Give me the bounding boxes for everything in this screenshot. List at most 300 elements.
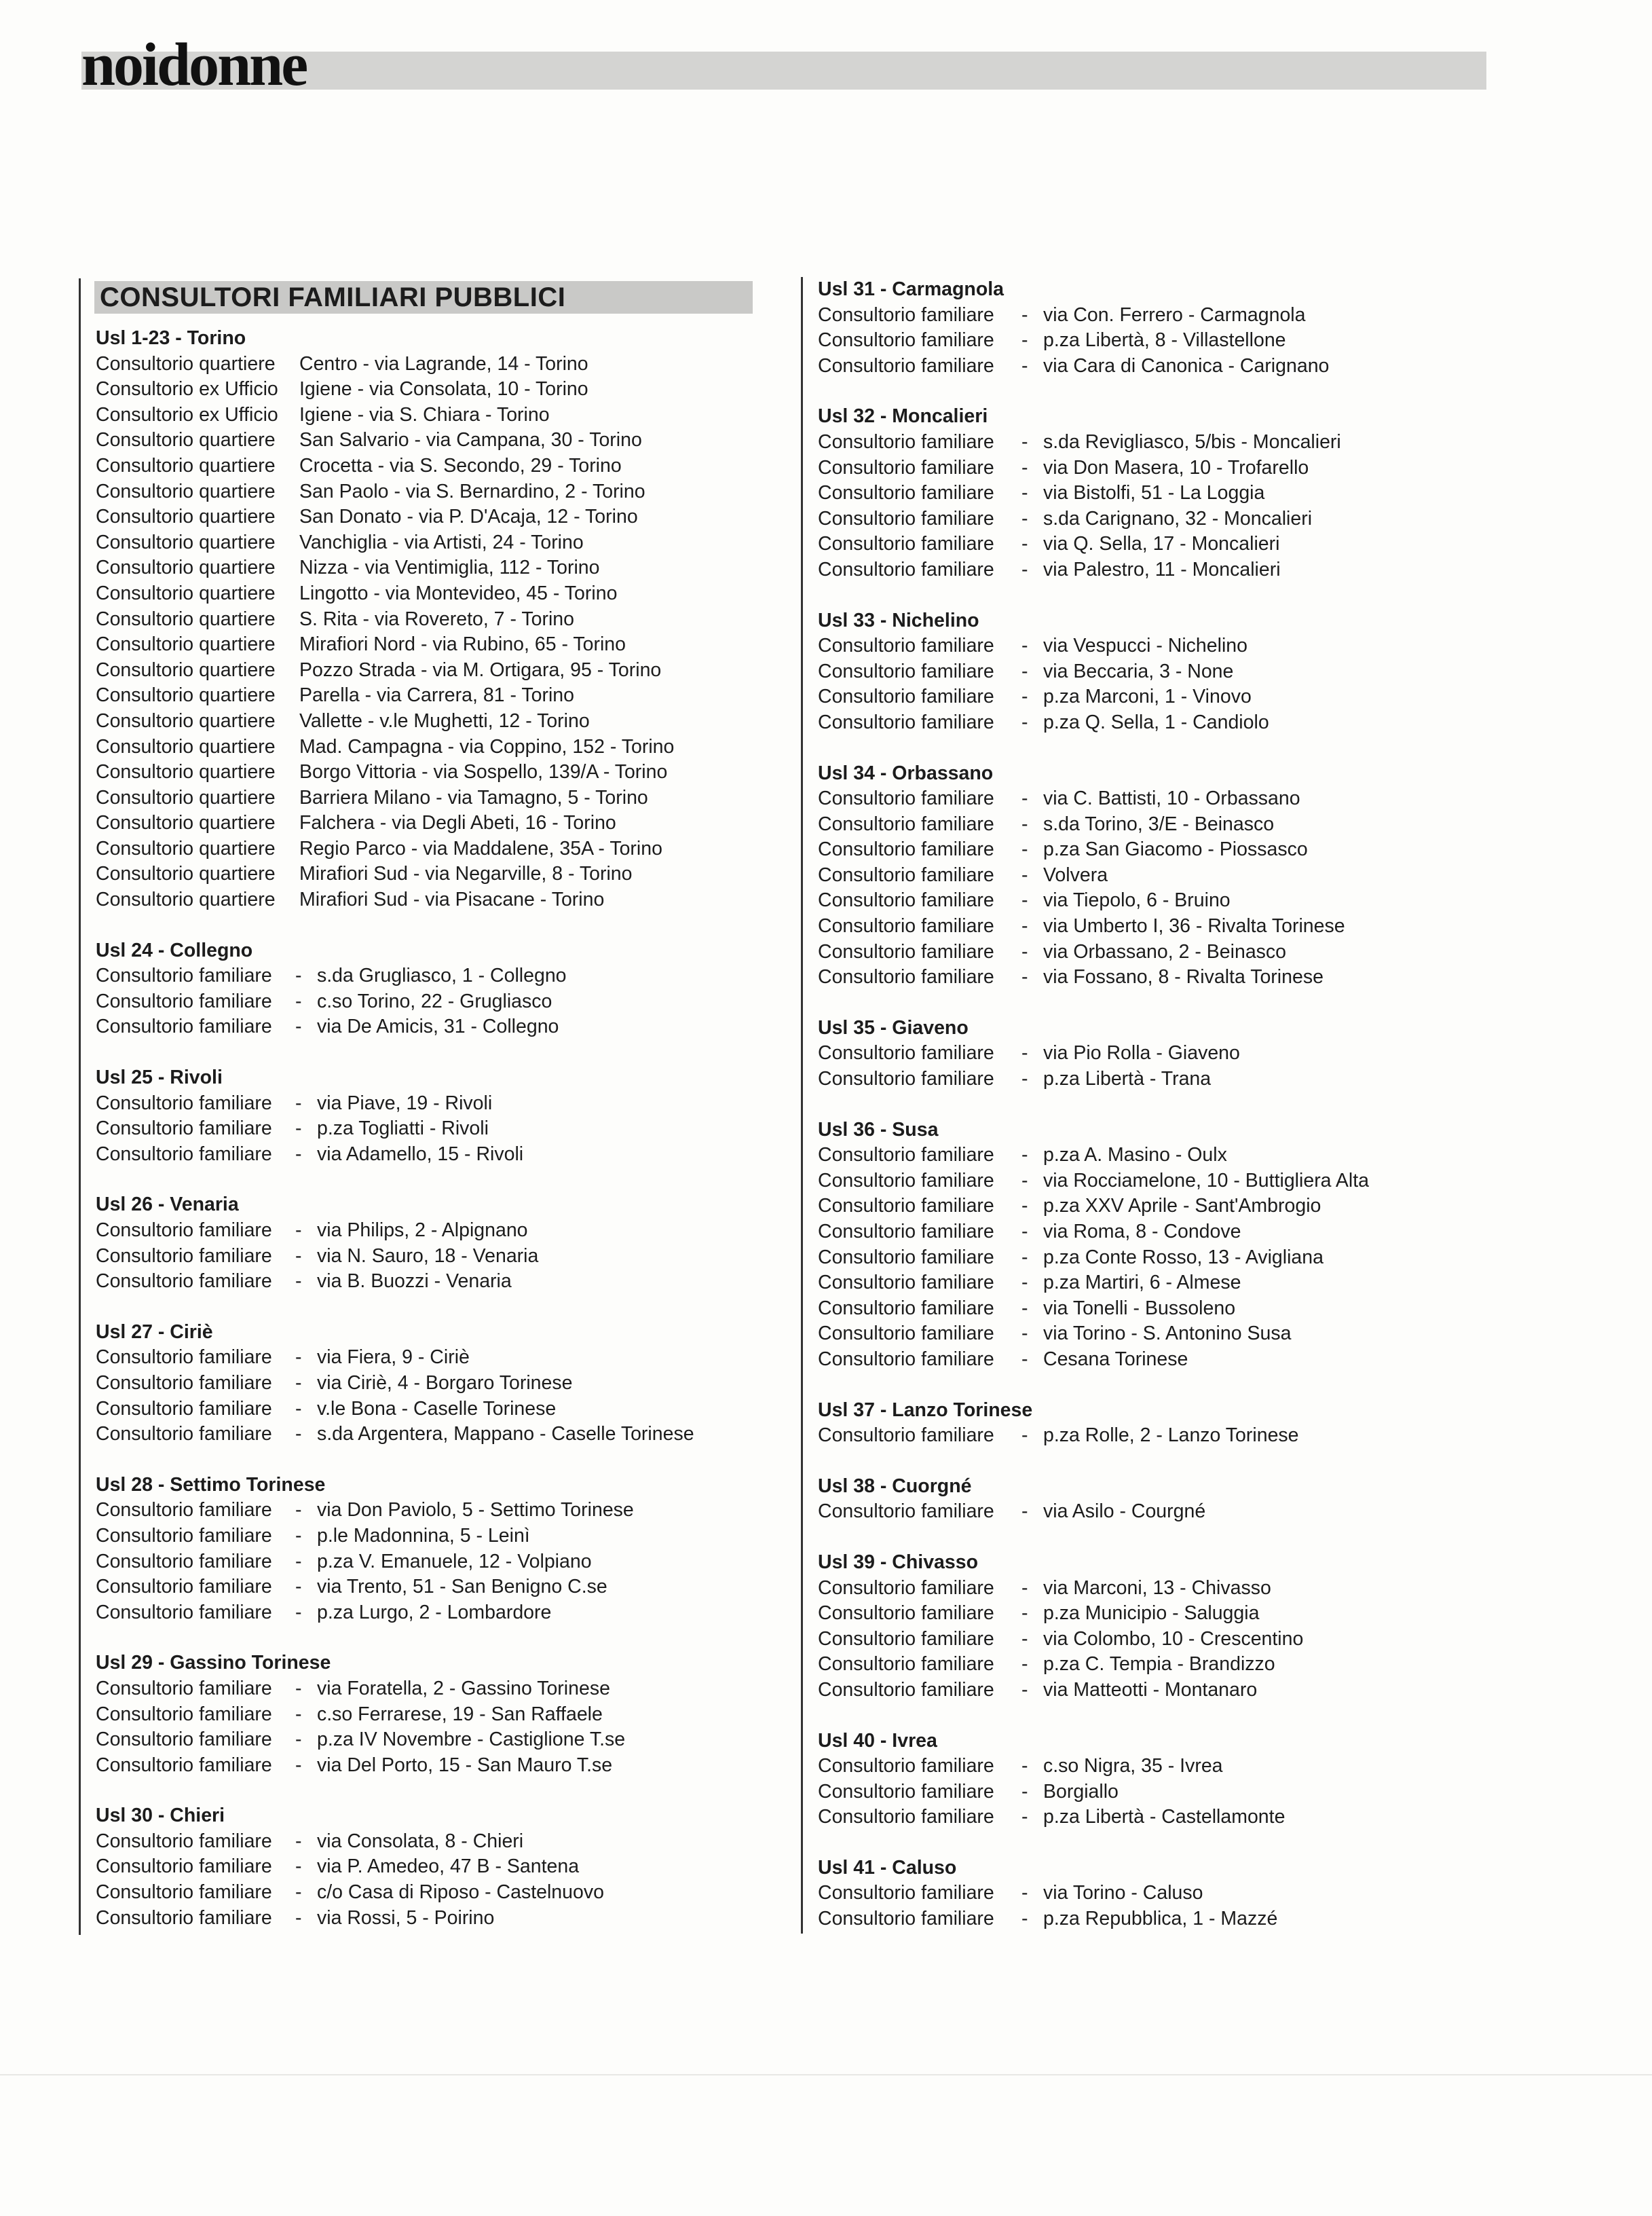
consultorio-type: Consultorio familiare <box>96 1118 272 1140</box>
consultorio-address: via Matteotti - Montanaro <box>1043 1678 1258 1701</box>
consultorio-type: Consultorio familiare <box>96 1729 272 1751</box>
consultorio-row <box>96 709 781 735</box>
usl-group-title: Usl 34 - Orbassano <box>818 762 994 784</box>
separator-dash: - <box>1021 838 1028 861</box>
consultorio-row <box>96 1014 781 1040</box>
consultorio-row <box>96 811 781 836</box>
usl-group <box>96 1473 781 1626</box>
usl-group-title: Usl 33 - Nichelino <box>818 609 979 631</box>
consultorio-address: via Vespucci - Nichelino <box>1043 635 1247 657</box>
usl-group-title: Usl 40 - Ivrea <box>818 1729 937 1752</box>
separator-dash: - <box>295 1906 302 1929</box>
consultorio-address: p.za Libertà, 8 - Villastellone <box>1043 329 1286 352</box>
consultorio-row <box>96 454 781 479</box>
consultorio-address: p.za Martiri, 6 - Almese <box>1043 1272 1241 1294</box>
consultorio-type: Consultorio familiare <box>96 1092 272 1114</box>
separator-dash: - <box>295 1524 302 1547</box>
consultorio-type: Consultorio quartiere <box>96 582 276 604</box>
consultorio-address: s.da Torino, 3/E - Beinasco <box>1043 813 1275 835</box>
consultorio-address: via Tonelli - Bussoleno <box>1043 1297 1236 1319</box>
separator-dash: - <box>295 1270 302 1293</box>
consultorio-address: Centro - via Lagrande, 14 - Torino <box>299 352 588 375</box>
separator-dash: - <box>1021 940 1028 963</box>
consultorio-row <box>96 555 781 581</box>
separator-dash: - <box>295 965 302 987</box>
consultorio-address: via Trento, 51 - San Benigno C.se <box>317 1576 607 1598</box>
consultorio-address: via Fiera, 9 - Ciriè <box>317 1346 470 1369</box>
consultorio-type: Consultorio familiare <box>818 1500 994 1523</box>
consultorio-type: Consultorio quartiere <box>96 352 276 375</box>
consultorio-address: via Rossi, 5 - Poirino <box>317 1906 495 1929</box>
consultorio-row <box>96 1524 781 1549</box>
consultorio-row <box>818 633 1510 659</box>
consultorio-address: s.da Argentera, Mappano - Caselle Torinese <box>317 1423 694 1445</box>
consultorio-row <box>96 1218 781 1244</box>
consultorio-address: Lingotto - via Montevideo, 45 - Torino <box>299 582 618 604</box>
consultorio-address: s.da Revigliasco, 5/bis - Moncalieri <box>1043 430 1341 453</box>
consultorio-row <box>96 1574 781 1600</box>
consultorio-address: via De Amicis, 31 - Collegno <box>317 1016 559 1038</box>
consultorio-address: S. Rita - via Rovereto, 7 - Torino <box>299 608 574 630</box>
separator-dash: - <box>1021 1169 1028 1192</box>
separator-dash: - <box>1021 1424 1028 1447</box>
consultorio-address: via Asilo - Courgné <box>1043 1500 1206 1523</box>
consultorio-type: Consultorio familiare <box>818 1297 994 1319</box>
consultorio-address: San Salvario - via Campana, 30 - Torino <box>299 429 642 451</box>
consultorio-address: Cesana Torinese <box>1043 1348 1188 1370</box>
usl-group <box>96 1320 781 1447</box>
usl-group-title: Usl 29 - Gassino Torinese <box>96 1652 331 1674</box>
consultorio-address: via B. Buozzi - Venaria <box>317 1270 512 1293</box>
consultorio-row <box>818 1805 1510 1830</box>
separator-dash: - <box>295 1423 302 1445</box>
consultorio-address: p.za Libertà - Trana <box>1043 1068 1212 1090</box>
separator-dash: - <box>1021 788 1028 810</box>
consultorio-row <box>818 1652 1510 1678</box>
separator-dash: - <box>295 1371 302 1394</box>
consultorio-type: Consultorio quartiere <box>96 480 276 502</box>
consultorio-type: Consultorio familiare <box>818 1806 994 1828</box>
consultorio-address: p.za IV Novembre - Castiglione T.se <box>317 1729 626 1751</box>
consultorio-row <box>818 684 1510 710</box>
consultorio-row <box>818 1194 1510 1219</box>
separator-dash: - <box>1021 1042 1028 1065</box>
consultorio-row <box>818 328 1510 354</box>
separator-dash: - <box>1021 864 1028 886</box>
consultorio-type: Consultorio familiare <box>818 533 994 555</box>
consultorio-address: Igiene - via S. Chiara - Torino <box>299 403 550 426</box>
separator-dash: - <box>1021 635 1028 657</box>
consultorio-type: Consultorio familiare <box>818 1678 994 1701</box>
separator-dash: - <box>295 1830 302 1852</box>
separator-dash: - <box>1021 889 1028 912</box>
separator-dash: - <box>1021 1195 1028 1217</box>
page-bottom-rule <box>0 2074 1652 2075</box>
consultorio-type: Consultorio familiare <box>818 788 994 810</box>
consultorio-type: Consultorio familiare <box>818 966 994 989</box>
consultorio-type: Consultorio familiare <box>818 303 994 326</box>
consultorio-address: San Paolo - via S. Bernardino, 2 - Torino <box>299 480 645 502</box>
consultorio-address: via Con. Ferrero - Carmagnola <box>1043 303 1306 326</box>
consultorio-type: Consultorio familiare <box>96 1524 272 1547</box>
consultorio-type: Consultorio familiare <box>818 711 994 733</box>
consultorio-type: Consultorio familiare <box>818 1272 994 1294</box>
consultorio-address: Volvera <box>1043 864 1108 886</box>
consultorio-type: Consultorio familiare <box>818 1042 994 1065</box>
separator-dash: - <box>1021 1602 1028 1625</box>
consultorio-type: Consultorio familiare <box>818 813 994 835</box>
consultorio-type: Consultorio familiare <box>818 1780 994 1803</box>
consultorio-row <box>96 479 781 505</box>
consultorio-row <box>96 1727 781 1753</box>
separator-dash: - <box>1021 533 1028 555</box>
consultorio-address: p.za Lurgo, 2 - Lombardore <box>317 1601 552 1623</box>
consultorio-row <box>818 863 1510 889</box>
consultorio-type: Consultorio familiare <box>96 1346 272 1369</box>
consultorio-row <box>96 1854 781 1880</box>
separator-dash: - <box>295 1754 302 1776</box>
section-title: CONSULTORI FAMILIARI PUBBLICI <box>94 281 753 314</box>
consultorio-type: Consultorio familiare <box>818 660 994 682</box>
usl-group <box>818 1474 1510 1525</box>
consultorio-address: Crocetta - via S. Secondo, 29 - Torino <box>299 454 622 477</box>
consultorio-row <box>96 1702 781 1728</box>
consultorio-type: Consultorio familiare <box>818 838 994 861</box>
consultorio-row <box>96 1269 781 1295</box>
separator-dash: - <box>1021 1068 1028 1090</box>
separator-dash: - <box>1021 1755 1028 1777</box>
consultorio-address: p.za Repubblica, 1 - Mazzé <box>1043 1908 1278 1930</box>
separator-dash: - <box>295 1244 302 1267</box>
consultorio-address: p.za Rolle, 2 - Lanzo Torinese <box>1043 1424 1299 1447</box>
consultorio-row <box>818 940 1510 965</box>
consultorio-type: Consultorio familiare <box>96 1576 272 1598</box>
usl-group <box>96 1192 781 1294</box>
consultorio-row <box>96 1880 781 1906</box>
consultorio-row <box>818 1270 1510 1296</box>
consultorio-row <box>96 607 781 633</box>
consultorio-address: s.da Grugliasco, 1 - Collegno <box>317 965 567 987</box>
consultorio-address: s.da Carignano, 32 - Moncalieri <box>1043 507 1313 530</box>
separator-dash: - <box>295 1499 302 1521</box>
consultorio-address: Borgiallo <box>1043 1780 1119 1803</box>
consultorio-type: Consultorio quartiere <box>96 454 276 477</box>
consultorio-type: Consultorio familiare <box>818 1627 994 1650</box>
consultorio-address: Pozzo Strada - via M. Ortigara, 95 - Torino <box>299 659 662 681</box>
consultorio-address: c.so Ferrarese, 19 - San Raffaele <box>317 1703 603 1725</box>
usl-group <box>96 938 781 1040</box>
consultorio-address: via Piave, 19 - Rivoli <box>317 1092 493 1114</box>
consultorio-type: Consultorio familiare <box>818 940 994 963</box>
consultorio-address: via Q. Sella, 17 - Moncalieri <box>1043 533 1280 555</box>
consultorio-type: Consultorio familiare <box>818 430 994 453</box>
consultorio-row <box>818 1143 1510 1168</box>
separator-dash: - <box>1021 303 1028 326</box>
consultorio-type: Consultorio familiare <box>818 1653 994 1676</box>
consultorio-address: via Rocciamelone, 10 - Buttigliera Alta <box>1043 1169 1369 1192</box>
consultorio-type: Consultorio quartiere <box>96 684 276 707</box>
consultorio-type: Consultorio familiare <box>96 1244 272 1267</box>
consultorio-row <box>818 1041 1510 1067</box>
consultorio-row <box>818 1168 1510 1194</box>
separator-dash: - <box>1021 1908 1028 1930</box>
consultorio-row <box>818 812 1510 838</box>
separator-dash: - <box>1021 482 1028 504</box>
consultorio-address: via N. Sauro, 18 - Venaria <box>317 1244 539 1267</box>
separator-dash: - <box>1021 1348 1028 1370</box>
consultorio-type: Consultorio familiare <box>818 1424 994 1447</box>
consultorio-address: via Tiepolo, 6 - Bruino <box>1043 889 1231 912</box>
consultorio-type: Consultorio ex Ufficio <box>96 403 278 426</box>
consultorio-row <box>96 1498 781 1524</box>
right-column <box>801 277 1510 1934</box>
separator-dash: - <box>1021 1882 1028 1904</box>
consultorio-row <box>96 658 781 684</box>
separator-dash: - <box>1021 813 1028 835</box>
usl-group <box>818 1118 1510 1373</box>
separator-dash: - <box>295 1729 302 1751</box>
consultorio-address: Mirafiori Sud - via Negarville, 8 - Torino <box>299 863 633 885</box>
separator-dash: - <box>295 1550 302 1572</box>
consultorio-address: via Del Porto, 15 - San Mauro T.se <box>317 1754 613 1776</box>
consultorio-type: Consultorio familiare <box>818 1221 994 1242</box>
consultorio-address: via Fossano, 8 - Rivalta Torinese <box>1043 966 1324 989</box>
consultorio-row <box>818 481 1510 506</box>
consultorio-type: Consultorio familiare <box>818 354 994 377</box>
consultorio-type: Consultorio familiare <box>96 965 272 987</box>
consultorio-address: via Bistolfi, 51 - La Loggia <box>1043 482 1265 504</box>
usl-group-title: Usl 31 - Carmagnola <box>818 278 1005 300</box>
usl-group-title: Usl 24 - Collegno <box>96 939 253 961</box>
consultorio-address: Borgo Vittoria - via Sospello, 139/A - Torino <box>299 761 668 783</box>
consultorio-type: Consultorio familiare <box>96 1754 272 1776</box>
consultorio-type: Consultorio quartiere <box>96 659 276 681</box>
usl-group-title: Usl 39 - Chivasso <box>818 1551 979 1573</box>
separator-dash: - <box>295 1601 302 1623</box>
consultorio-type: Consultorio familiare <box>818 1068 994 1090</box>
consultorio-row <box>96 504 781 530</box>
consultorio-address: via Don Masera, 10 - Trofarello <box>1043 456 1309 479</box>
consultorio-type: Consultorio familiare <box>818 1882 994 1904</box>
consultorio-type: Consultorio familiare <box>818 1755 994 1777</box>
consultorio-type: Consultorio familiare <box>818 507 994 530</box>
separator-dash: - <box>1021 1806 1028 1828</box>
usl-group <box>818 608 1510 736</box>
consultorio-row <box>818 1296 1510 1322</box>
consultorio-type: Consultorio quartiere <box>96 837 276 860</box>
separator-dash: - <box>1021 1678 1028 1701</box>
consultorio-row <box>818 1754 1510 1779</box>
consultorio-type: Consultorio familiare <box>96 1499 272 1521</box>
consultorio-type: Consultorio quartiere <box>96 429 276 451</box>
consultorio-type: Consultorio quartiere <box>96 506 276 528</box>
consultorio-row <box>96 428 781 454</box>
separator-dash: - <box>1021 456 1028 479</box>
consultorio-address: via Beccaria, 3 - None <box>1043 660 1234 682</box>
consultorio-row <box>818 710 1510 736</box>
consultorio-type: Consultorio familiare <box>818 686 994 708</box>
separator-dash: - <box>1021 329 1028 352</box>
separator-dash: - <box>1021 966 1028 989</box>
usl-group-title: Usl 35 - Giaveno <box>818 1016 969 1039</box>
consultorio-row <box>818 1321 1510 1347</box>
consultorio-row <box>96 1906 781 1932</box>
separator-dash: - <box>1021 354 1028 377</box>
consultorio-type: Consultorio familiare <box>818 864 994 886</box>
consultorio-address: via P. Amedeo, 47 B - Santena <box>317 1855 580 1878</box>
consultorio-row <box>818 837 1510 863</box>
consultorio-row <box>96 683 781 709</box>
consultorio-type: Consultorio familiare <box>818 1144 994 1166</box>
consultorio-row <box>818 1499 1510 1525</box>
separator-dash: - <box>295 1143 302 1165</box>
consultorio-address: San Donato - via P. D'Acaja, 12 - Torino <box>299 506 638 528</box>
consultorio-type: Consultorio familiare <box>818 889 994 912</box>
consultorio-type: Consultorio familiare <box>818 915 994 938</box>
consultorio-row <box>96 836 781 862</box>
consultorio-type: Consultorio familiare <box>96 1397 272 1420</box>
consultorio-type: Consultorio familiare <box>818 1169 994 1192</box>
consultorio-type: Consultorio quartiere <box>96 812 276 834</box>
consultorio-row <box>818 506 1510 532</box>
usl-group-title: Usl 37 - Lanzo Torinese <box>818 1399 1033 1421</box>
consultorio-address: via Torino - S. Antonino Susa <box>1043 1323 1292 1345</box>
consultorio-address: c.so Torino, 22 - Grugliasco <box>317 990 552 1012</box>
separator-dash: - <box>1021 507 1028 530</box>
consultorio-address: via Philips, 2 - Alpignano <box>317 1219 528 1241</box>
separator-dash: - <box>295 1118 302 1140</box>
consultorio-address: Parella - via Carrera, 81 - Torino <box>299 684 574 707</box>
consultorio-row <box>818 1601 1510 1627</box>
usl-group <box>818 404 1510 583</box>
usl-group <box>96 1650 781 1778</box>
usl-group-title: Usl 27 - Ciriè <box>96 1321 213 1343</box>
consultorio-row <box>96 1142 781 1168</box>
consultorio-row <box>818 1067 1510 1092</box>
consultorio-row <box>818 557 1510 583</box>
separator-dash: - <box>1021 1246 1028 1268</box>
consultorio-address: Igiene - via Consolata, 10 - Torino <box>299 378 588 401</box>
consultorio-address: via Palestro, 11 - Moncalieri <box>1043 558 1281 580</box>
right-groups <box>818 277 1510 1932</box>
consultorio-row <box>96 1753 781 1779</box>
consultorio-row <box>96 530 781 556</box>
consultorio-address: via C. Battisti, 10 - Orbassano <box>1043 788 1300 810</box>
consultorio-row <box>96 1600 781 1626</box>
consultorio-row <box>818 303 1510 329</box>
consultorio-row <box>96 632 781 658</box>
consultorio-type: Consultorio familiare <box>96 1703 272 1725</box>
usl-group-title: Usl 41 - Caluso <box>818 1856 957 1879</box>
consultorio-type: Consultorio familiare <box>818 1195 994 1217</box>
consultorio-row <box>818 1347 1510 1373</box>
consultorio-row <box>96 1371 781 1397</box>
separator-dash: - <box>1021 1780 1028 1803</box>
consultorio-address: v.le Bona - Caselle Torinese <box>317 1397 557 1420</box>
left-column <box>79 278 781 1935</box>
usl-group <box>818 1855 1510 1932</box>
consultorio-address: Falchera - via Degli Abeti, 16 - Torino <box>299 812 616 834</box>
consultorio-row <box>818 1576 1510 1602</box>
consultorio-address: via Don Paviolo, 5 - Settimo Torinese <box>317 1499 634 1521</box>
consultorio-row <box>96 963 781 989</box>
consultorio-type: Consultorio quartiere <box>96 608 276 630</box>
consultorio-address: Regio Parco - via Maddalene, 35A - Torino <box>299 837 662 860</box>
separator-dash: - <box>1021 1272 1028 1294</box>
consultorio-type: Consultorio familiare <box>96 1881 272 1904</box>
consultorio-type: Consultorio familiare <box>96 1550 272 1572</box>
consultorio-type: Consultorio familiare <box>818 1602 994 1625</box>
separator-dash: - <box>1021 1576 1028 1599</box>
consultorio-type: Consultorio familiare <box>818 1323 994 1345</box>
consultorio-address: Barriera Milano - via Tamagno, 5 - Torino <box>299 786 648 809</box>
consultorio-type: Consultorio familiare <box>96 1143 272 1165</box>
consultorio-address: p.za Conte Rosso, 13 - Avigliana <box>1043 1246 1324 1268</box>
consultorio-address: p.za Marconi, 1 - Vinovo <box>1043 686 1252 708</box>
separator-dash: - <box>295 1346 302 1369</box>
consultorio-type: Consultorio quartiere <box>96 889 276 911</box>
consultorio-type: Consultorio familiare <box>96 1855 272 1878</box>
consultorio-row <box>818 1423 1510 1449</box>
separator-dash: - <box>295 1397 302 1420</box>
consultorio-row <box>818 965 1510 991</box>
consultorio-row <box>818 1906 1510 1932</box>
consultorio-address: via Pio Rolla - Giaveno <box>1043 1042 1240 1065</box>
consultorio-address: via Roma, 8 - Condove <box>1043 1221 1241 1242</box>
usl-group <box>818 1729 1510 1830</box>
consultorio-address: via Orbassano, 2 - Beinasco <box>1043 940 1287 963</box>
consultorio-row <box>96 786 781 811</box>
consultorio-row <box>96 760 781 786</box>
consultorio-type: Consultorio quartiere <box>96 709 276 732</box>
consultorio-row <box>818 354 1510 380</box>
consultorio-row <box>96 1116 781 1142</box>
usl-group <box>818 761 1510 991</box>
consultorio-type: Consultorio quartiere <box>96 633 276 656</box>
consultorio-type: Consultorio familiare <box>818 1348 994 1370</box>
consultorio-row <box>818 786 1510 812</box>
left-groups <box>96 326 781 1931</box>
usl-group <box>818 1398 1510 1449</box>
consultorio-type: Consultorio familiare <box>96 1016 272 1038</box>
consultorio-address: Vallette - v.le Mughetti, 12 - Torino <box>299 709 590 732</box>
usl-group-title: Usl 28 - Settimo Torinese <box>96 1473 326 1496</box>
consultorio-address: p.za XXV Aprile - Sant'Ambrogio <box>1043 1195 1321 1217</box>
consultorio-row <box>818 659 1510 685</box>
consultorio-type: Consultorio familiare <box>818 329 994 352</box>
consultorio-address: via Foratella, 2 - Gassino Torinese <box>317 1677 610 1699</box>
consultorio-row <box>96 352 781 377</box>
consultorio-address: via Umberto I, 36 - Rivalta Torinese <box>1043 915 1345 938</box>
consultorio-type: Consultorio familiare <box>96 1270 272 1293</box>
consultorio-address: p.za A. Masino - Oulx <box>1043 1144 1227 1166</box>
consultorio-type: Consultorio familiare <box>96 1371 272 1394</box>
separator-dash: - <box>1021 686 1028 708</box>
separator-dash: - <box>1021 430 1028 453</box>
consultorio-row <box>818 1678 1510 1703</box>
consultorio-type: Consultorio familiare <box>96 1906 272 1929</box>
consultorio-type: Consultorio familiare <box>818 1246 994 1268</box>
consultorio-address: c/o Casa di Riposo - Castelnuovo <box>317 1881 604 1904</box>
consultorio-row <box>818 914 1510 940</box>
consultorio-row <box>818 532 1510 557</box>
separator-dash: - <box>1021 915 1028 938</box>
consultorio-type: Consultorio familiare <box>96 1601 272 1623</box>
consultorio-address: via Adamello, 15 - Rivoli <box>317 1143 524 1165</box>
separator-dash: - <box>1021 1144 1028 1166</box>
masthead-logo: noidonne <box>81 31 307 98</box>
consultorio-address: via Ciriè, 4 - Borgaro Torinese <box>317 1371 573 1394</box>
